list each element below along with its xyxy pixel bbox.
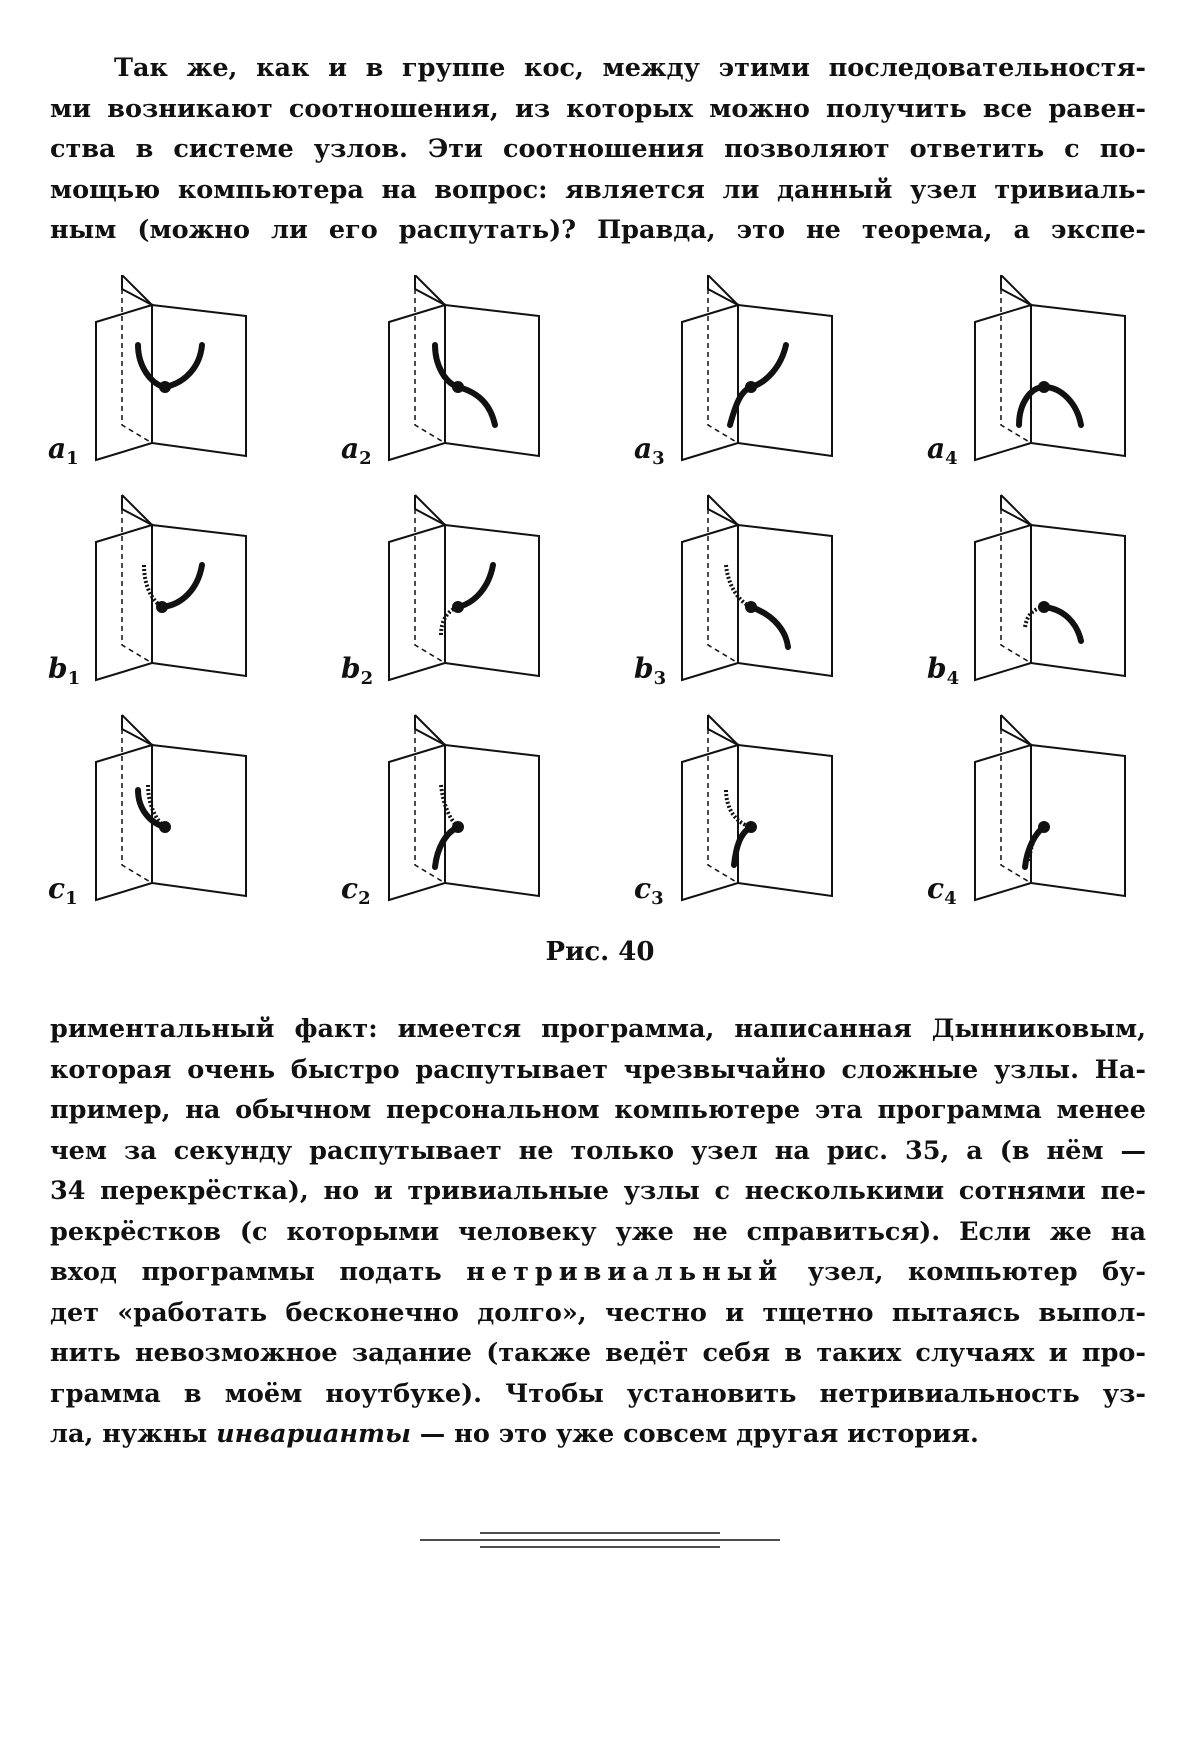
left-page	[96, 525, 152, 680]
text-line: Так же, как и в группе кос, между этими последовательностя-	[114, 53, 1146, 83]
crossing-point	[745, 821, 757, 833]
page-flag-edge	[122, 275, 152, 305]
left-page	[682, 745, 738, 900]
panel-label: $c_3$	[634, 872, 664, 909]
strand-left	[730, 387, 751, 425]
right-page	[152, 525, 246, 676]
text-fragment: ла, нужны	[50, 1419, 217, 1449]
right-page	[1031, 305, 1125, 456]
strand-front	[435, 827, 458, 867]
text-line: ным (можно ли его распутать)? Правда, это не теорема, а экспе-	[50, 215, 1146, 245]
text-line: дет «работать бесконечно долго», честно и тщетно пытаясь выпол-	[50, 1297, 1146, 1328]
page-flag-edge	[415, 495, 445, 525]
left-page	[389, 305, 445, 460]
page-flag-edge	[122, 495, 152, 525]
page-flag-edge	[708, 495, 738, 525]
text-line: 34 перекрёстка), но и тривиальные узлы с несколькими сотнями пе-	[50, 1176, 1146, 1206]
text-fragment: — но это уже совсем другая история.	[410, 1419, 979, 1449]
strand-front	[1025, 827, 1044, 867]
page-flag-edge	[708, 275, 738, 305]
panel-label: $a_1$	[48, 432, 79, 469]
text-line: риментальный факт: имеется программа, написанная Дынниковым,	[50, 1014, 1146, 1044]
panel-label: $b_4$	[927, 652, 960, 689]
crossing-point	[745, 381, 757, 393]
panel-a4	[927, 275, 1125, 469]
panel-label-index: 4	[944, 888, 957, 909]
right-page	[152, 745, 246, 896]
crossing-point	[452, 821, 464, 833]
spaced-emphasis: нетривиальный	[466, 1257, 784, 1287]
strand-front	[734, 827, 751, 865]
panel-label: $b_3$	[634, 652, 667, 689]
right-page	[152, 305, 246, 456]
panel-label-index: 2	[358, 888, 371, 909]
crossing-point	[452, 381, 464, 393]
panel-label: $a_4$	[927, 432, 958, 469]
italic-term: инварианты	[216, 1419, 411, 1449]
strand-right	[458, 387, 495, 425]
right-page	[738, 305, 832, 456]
panel-label: $c_4$	[927, 872, 957, 909]
left-page	[389, 525, 445, 680]
page-flag-edge	[122, 715, 152, 745]
crossing-point	[745, 601, 757, 613]
crossing-point	[1038, 601, 1050, 613]
strand-right	[165, 345, 202, 387]
left-page	[682, 305, 738, 460]
panel-label: $b_1$	[48, 652, 81, 689]
panel-label: $c_1$	[48, 872, 78, 909]
panel-b4	[927, 495, 1125, 689]
left-page	[389, 745, 445, 900]
top-paragraph	[50, 48, 1146, 251]
right-page	[1031, 525, 1125, 676]
crossing-point	[159, 821, 171, 833]
panel-label-index: 2	[360, 668, 374, 689]
panel-label-index: 4	[945, 448, 958, 469]
crossing-point	[1038, 381, 1050, 393]
strand-left	[435, 345, 458, 387]
panel-label-index: 1	[67, 668, 81, 689]
figure-panels	[40, 275, 1160, 935]
figure-40	[40, 275, 1160, 939]
panel-label-index: 3	[651, 888, 664, 909]
bottom-paragraph	[50, 1009, 1146, 1455]
panel-label-index: 2	[359, 448, 372, 469]
right-page	[1031, 745, 1125, 896]
panel-label: $b_2$	[341, 652, 374, 689]
panel-c3	[634, 715, 832, 909]
text-line: грамма в моём ноутбуке). Чтобы установить нетривиальность уз-	[50, 1378, 1146, 1409]
text-line: ми возникают соотношения, из которых можно получить все равен-	[50, 93, 1146, 124]
left-page	[975, 525, 1031, 680]
crossing-point	[159, 381, 171, 393]
left-page	[96, 305, 152, 460]
left-page	[975, 305, 1031, 460]
strand-behind	[441, 785, 458, 827]
left-page	[682, 525, 738, 680]
page-flag-edge	[415, 715, 445, 745]
text-line	[50, 1414, 1146, 1455]
panel-label-index: 3	[653, 668, 667, 689]
figure-caption: Рис. 40	[545, 937, 655, 967]
left-page	[975, 745, 1031, 900]
right-page	[445, 745, 539, 896]
panel-a1	[48, 275, 246, 469]
page-flag-edge	[708, 715, 738, 745]
text-line: которая очень быстро распутывает чрезвычайно сложные узлы. На-	[50, 1054, 1146, 1085]
right-page	[738, 525, 832, 676]
right-page	[445, 305, 539, 456]
panel-b1	[48, 495, 246, 689]
panel-c1	[48, 715, 246, 909]
strand-front	[751, 607, 788, 647]
left-page	[96, 745, 152, 900]
page-flag-edge	[1001, 495, 1031, 525]
panel-label-index: 1	[66, 448, 79, 469]
panel-b3	[634, 495, 832, 689]
text-line: мощью компьютера на вопрос: является ли данный узел тривиаль-	[50, 174, 1146, 205]
panel-label-index: 3	[652, 448, 665, 469]
page-flag-edge	[415, 275, 445, 305]
text-line: ства в системе узлов. Эти соотношения позволяют ответить с по-	[50, 134, 1146, 164]
strand-front	[162, 565, 202, 607]
panel-label: $c_2$	[341, 872, 371, 909]
end-ornament-rule	[420, 1530, 780, 1560]
right-page	[445, 525, 539, 676]
panel-b2	[341, 495, 539, 689]
page-flag-edge	[1001, 715, 1031, 745]
strand-front	[458, 565, 493, 607]
right-page	[738, 745, 832, 896]
text-fragment: узел, компьютер бу-	[783, 1257, 1146, 1287]
panel-label-index: 4	[946, 668, 960, 689]
crossing-point	[452, 601, 464, 613]
text-line: пример, на обычном персональном компьютере эта программа менее	[50, 1095, 1146, 1125]
panel-label: $a_3$	[634, 432, 665, 469]
panel-a3	[634, 275, 832, 469]
panel-a2	[341, 275, 539, 469]
panel-c4	[927, 715, 1125, 909]
panel-label-index: 1	[65, 888, 78, 909]
crossing-point	[156, 601, 168, 613]
text-line: нить невозможное задание (также ведёт себя в таких случаях и про-	[50, 1338, 1146, 1368]
panel-c2	[341, 715, 539, 909]
page-flag-edge	[1001, 275, 1031, 305]
panel-label: $a_2$	[341, 432, 372, 469]
crossing-point	[1038, 821, 1050, 833]
text-line: рекрёстков (с которыми человеку уже не справиться). Если же на	[50, 1216, 1146, 1247]
text-fragment: вход программы подать	[50, 1257, 467, 1287]
strand-right	[751, 345, 786, 387]
text-line	[50, 1252, 1146, 1293]
strand-front	[1044, 607, 1081, 641]
strand-right	[1044, 387, 1081, 425]
text-line: чем за секунду распутывает не только узел на рис. 35, а (в нём —	[50, 1135, 1146, 1166]
